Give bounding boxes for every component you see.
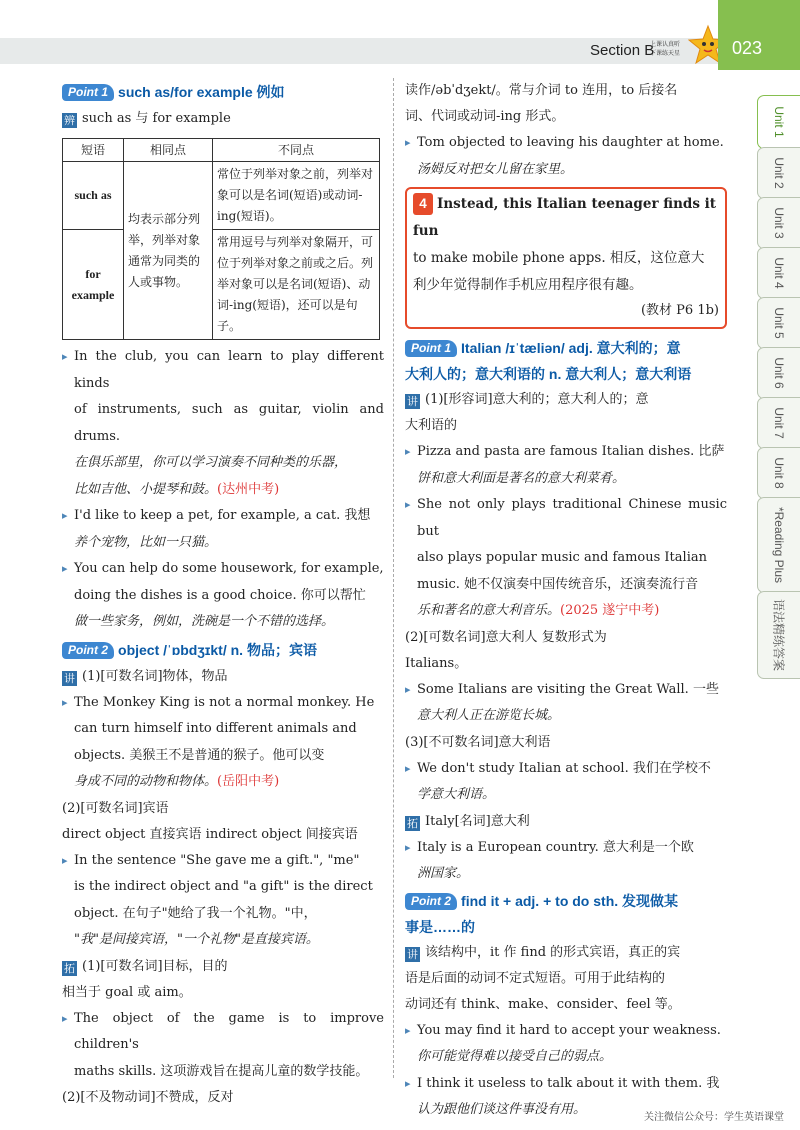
meaning-line: 讲 (1)[可数名词]物体，物品 [64, 668, 228, 685]
meaning-line: 拓 (1)[可数名词]目标，目的 [64, 958, 228, 975]
meaning-line: 语是后面的动词不定式短语。可用于此结构的 [405, 970, 666, 986]
source-tag: (岳阳中考) [217, 774, 280, 789]
header-tagline: 上课认真听 下课练天星 [650, 41, 681, 57]
tuo-icon: 拓 [64, 961, 75, 975]
point-badge: Point 2 [405, 893, 457, 910]
example-item: ▸ I'd like to keep a pet, for example, a cat. 我想 养个宠物，比如一只猫。 [62, 503, 384, 556]
tab-unit-8[interactable]: Unit 8 [757, 447, 800, 499]
table-cell: 常用逗号与列举对象隔开，可位于列举对象之前或之后。列举对象可以是名词(短语)、动词-ing(短语)，还可以是句子。 [213, 230, 380, 340]
table-cell: such as [63, 162, 124, 230]
table-cell: 常位于列举对象之前，列举对象可以是名词(短语)或动词-ing(短语)。 [213, 162, 380, 230]
source-tag: (2025 遂宁中考) [560, 603, 660, 618]
example-item: ▸ Italy is a European country. 意大利是一个欧 洲国家。 [405, 835, 727, 888]
meaning-line: 动词还有 think、make、consider、feel 等。 [405, 996, 681, 1012]
comparison-table [62, 138, 380, 340]
point-heading: Point 1 Italian /ɪˈtæliən/ adj. 意大利的；意 [405, 335, 727, 361]
example-item: ▸ Some Italians are visiting the Great Wall. 一些 意大利人正在游览长城。 [405, 677, 727, 730]
meaning-line: Italians。 [405, 655, 468, 671]
point-badge: Point 1 [405, 340, 457, 357]
meaning-line: 相当于 goal 或 aim。 [62, 984, 192, 1000]
jiang-icon: 讲 [407, 947, 418, 961]
key-sentence-number: 4 [413, 193, 433, 215]
right-column [405, 78, 727, 1124]
meaning-line: 拓 Italy[名词]意大利 [407, 813, 530, 830]
example-item: ▸ In the club, you can learn to play different kinds of instruments, such as guitar, violin and drums. 在俱乐部里，你可以学习演奏不同种类的乐器， 比如吉他、小提琴和鼓。(达州中考) [62, 344, 384, 503]
page-header [0, 0, 800, 70]
meaning-line: 读作/əbˈdʒekt/。常与介词 to 连用，to 后接名 [405, 83, 678, 98]
table-cell: for example [63, 230, 124, 340]
table-header: 相同点 [124, 139, 213, 162]
meaning-line: (2)[可数名词]宾语 [62, 800, 169, 816]
example-item: ▸ The Monkey King is not a normal monkey. He can turn himself into different animals and objects. 美猴王不是普通的猴子。他可以变 身成不同的动物和物体。(岳阳中考) [62, 690, 384, 796]
source-tag: (达州中考) [217, 481, 280, 497]
jiang-icon: 讲 [407, 395, 418, 408]
example-item: ▸ I think it useless to talk about it with them. 我 认为跟他们谈这件事没有用。 [405, 1071, 727, 1124]
tuo-icon: 拓 [407, 816, 418, 830]
tab-unit-6[interactable]: Unit 6 [757, 347, 800, 399]
example-item: ▸ You can help do some housework, for example, doing the dishes is a good choice. 你可以帮忙 做一些家务，例如，洗碗是一个不错的选择。 [62, 556, 384, 636]
column-divider [393, 78, 394, 1078]
tab-grammar-answers[interactable]: 语法精练答案 [757, 591, 800, 679]
tab-unit-3[interactable]: Unit 3 [757, 197, 800, 249]
tab-unit-7[interactable]: Unit 7 [757, 397, 800, 449]
point-heading: Point 2 find it + adj. + to do sth. 发现做某 [405, 888, 727, 914]
point-heading-cont: 事是……的 [405, 918, 475, 935]
page-number: 023 [718, 0, 800, 70]
meaning-line: 讲 该结构中，it 作 find 的形式宾语，真正的宾 [407, 944, 681, 961]
meaning-line: (2)[可数名词]意大利人 复数形式为 [405, 629, 607, 645]
tab-unit-2[interactable]: Unit 2 [757, 147, 800, 199]
point-heading-cont: 大利人的；意大利语的 n. 意大利人；意大利语 [405, 366, 692, 382]
table-cell: 均表示部分列举，列举对象通常为同类的人或事物。 [124, 162, 213, 340]
jiang-icon: 讲 [64, 671, 75, 685]
example-item: ▸ You may find it hard to accept your weakness. 你可能觉得难以接受自己的弱点。 [405, 1018, 727, 1071]
left-column [62, 78, 384, 1111]
meaning-line: 讲 (1)[形容词]意大利的；意大利人的；意 [407, 392, 649, 408]
example-item: ▸ We don't study Italian at school. 我们在学校不 学意大利语。 [405, 756, 727, 809]
point-heading: Point 1 such as/for example 例如 [62, 78, 384, 106]
table-header: 短语 [63, 139, 124, 162]
example-item: ▸ In the sentence "She gave me a gift.", "me" is the indirect object and "a gift" is the direct object. 在句子"她给了我一个礼物。"中， "我"是间接宾语，"一个礼物"是直接宾语。 [62, 848, 384, 954]
meaning-line: (2)[不及物动词]不赞成，反对 [62, 1090, 234, 1105]
meaning-line: direct object 直接宾语 indirect object 间接宾语 [62, 826, 358, 842]
example-item: ▸ The object of the game is to improve children's maths skills. 这项游戏旨在提高儿童的数学技能。 [62, 1006, 384, 1086]
point-heading: Point 2 object /ˈɒbdʒɪkt/ n. 物品；宾语 [62, 636, 384, 664]
table-header: 不同点 [213, 139, 380, 162]
section-label: Section B [590, 42, 655, 59]
meaning-line: 大利语的 [405, 418, 458, 433]
example-item: ▸ She not only plays traditional Chinese music but also plays popular music and famous Italian music. 她不仅演奏中国传统音乐，还演奏流行音 乐和著名的意大利音乐。(2025 遂宁中考) [405, 492, 727, 625]
bian-icon: 辨 [64, 114, 75, 127]
tab-unit-1[interactable]: Unit 1 [757, 95, 800, 149]
example-item: ▸ Tom objected to leaving his daughter at home. 汤姆反对把女儿留在家里。 [405, 130, 727, 183]
textbook-ref: (教材 P6 1b) [640, 303, 719, 318]
point-badge: Point 1 [62, 84, 114, 101]
key-sentence-box: 4 Instead, this Italian teenager finds it fun to make mobile phone apps. 相反，这位意大 利少年觉得制作手机应用程序很有趣。 (教材 P6 1b) [405, 187, 727, 329]
tab-unit-5[interactable]: Unit 5 [757, 297, 800, 349]
tab-unit-4[interactable]: Unit 4 [757, 247, 800, 299]
point-badge: Point 2 [62, 642, 114, 659]
compare-note: 辨 such as 与 for example [64, 111, 231, 127]
meaning-line: 词、代词或动词-ing 形式。 [405, 109, 565, 124]
example-item: ▸ Pizza and pasta are famous Italian dishes. 比萨 饼和意大利面是著名的意大利菜肴。 [405, 439, 727, 492]
tab-reading-plus[interactable]: *Reading Plus [757, 497, 800, 593]
footer-note: 关注微信公众号：学生英语课堂 [644, 1112, 784, 1123]
meaning-line: (3)[不可数名词]意大利语 [405, 734, 551, 750]
